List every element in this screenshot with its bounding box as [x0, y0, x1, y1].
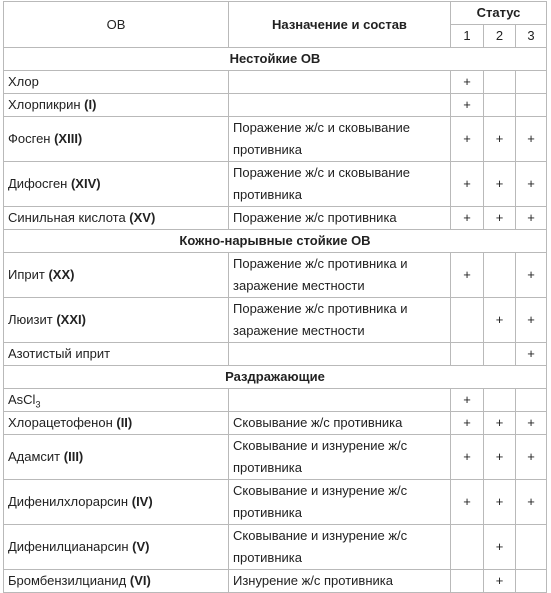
agent-name-cell: [4, 525, 229, 570]
header-status-1: 1: [451, 25, 484, 48]
agent-name-cell: [4, 412, 229, 435]
status-2-mark: [484, 343, 516, 366]
status-2-mark: +: [484, 207, 516, 230]
table-row: [4, 298, 547, 343]
status-1-mark: [451, 570, 484, 593]
status-2-mark: [484, 253, 516, 298]
header-purpose: Назначение и состав: [229, 2, 451, 48]
agent-code: (V): [132, 539, 150, 554]
purpose-cell: Сковывание и изнурение ж/с противника: [229, 480, 451, 525]
status-3-mark: +: [516, 207, 547, 230]
purpose-cell: [229, 94, 451, 117]
agent-code: (XXI): [56, 312, 86, 327]
status-1-mark: +: [451, 412, 484, 435]
status-3-mark: [516, 71, 547, 94]
agent-name-cell: [4, 343, 229, 366]
agent-name-cell: [4, 298, 229, 343]
section-title: Нестойкие ОВ: [4, 48, 547, 71]
section-title: Раздражающие: [4, 366, 547, 389]
agent-name: Дифосген: [8, 176, 71, 191]
table-row: [4, 253, 547, 298]
agent-name: Адамсит: [8, 449, 64, 464]
status-3-mark: [516, 570, 547, 593]
table-row: [4, 412, 547, 435]
purpose-cell: [229, 343, 451, 366]
agent-name-cell: [4, 162, 229, 207]
agent-code: (XIII): [54, 131, 83, 146]
agent-name: Хлорпикрин: [8, 97, 85, 112]
status-2-mark: [484, 389, 516, 412]
agent-name-cell: [4, 71, 229, 94]
agent-code: (VI): [129, 573, 151, 588]
section-row: [4, 366, 547, 389]
status-2-mark: +: [484, 162, 516, 207]
agent-name: Иприт: [8, 267, 49, 282]
agent-name: Люизит: [8, 312, 57, 327]
status-3-mark: +: [516, 343, 547, 366]
status-2-mark: +: [484, 298, 516, 343]
agent-name-cell: [4, 480, 229, 525]
table-row: [4, 435, 547, 480]
ov-table: [3, 1, 547, 593]
status-1-mark: [451, 343, 484, 366]
status-3-mark: +: [516, 435, 547, 480]
agent-code: (XX): [48, 267, 75, 282]
status-3-mark: [516, 94, 547, 117]
table-row: [4, 389, 547, 412]
status-2-mark: +: [484, 435, 516, 480]
agent-code: (III): [63, 449, 84, 464]
agent-name-cell: [4, 570, 229, 593]
status-1-mark: +: [451, 71, 484, 94]
table-row: [4, 343, 547, 366]
table-row: [4, 117, 547, 162]
agent-name: Синильная кислота: [8, 210, 130, 225]
status-1-mark: +: [451, 162, 484, 207]
table-row: [4, 71, 547, 94]
purpose-cell: Сковывание и изнурение ж/с противника: [229, 435, 451, 480]
table-row: [4, 480, 547, 525]
purpose-cell: Сковывание ж/с противника: [229, 412, 451, 435]
section-row: [4, 230, 547, 253]
status-2-mark: +: [484, 525, 516, 570]
agent-name-subscript: 3: [35, 399, 41, 410]
section-title: Кожно-нарывные стойкие ОВ: [4, 230, 547, 253]
status-2-mark: [484, 94, 516, 117]
agent-name-cell: [4, 389, 229, 412]
status-3-mark: +: [516, 253, 547, 298]
status-3-mark: +: [516, 480, 547, 525]
agent-name-cell: [4, 435, 229, 480]
status-2-mark: +: [484, 570, 516, 593]
table-row: [4, 94, 547, 117]
table-row: [4, 207, 547, 230]
status-1-mark: +: [451, 207, 484, 230]
agent-name: Дифенилцианарсин: [8, 539, 133, 554]
agent-name: Бромбензилцианид: [8, 573, 130, 588]
agent-code: (XIV): [70, 176, 101, 191]
agent-name: Фосген: [8, 131, 55, 146]
agent-code: (XV): [129, 210, 156, 225]
purpose-cell: Поражение ж/с противника: [229, 207, 451, 230]
status-1-mark: +: [451, 435, 484, 480]
purpose-cell: Поражение ж/с противника и заражение местности: [229, 298, 451, 343]
agent-name-cell: [4, 94, 229, 117]
table-row: [4, 162, 547, 207]
status-1-mark: +: [451, 117, 484, 162]
agent-code: (II): [116, 415, 133, 430]
status-1-mark: [451, 298, 484, 343]
agent-name-cell: [4, 117, 229, 162]
purpose-cell: Сковывание и изнурение ж/с противника: [229, 525, 451, 570]
agent-code: (IV): [131, 494, 153, 509]
section-row: [4, 48, 547, 71]
agent-name: AsCl: [8, 392, 36, 407]
status-2-mark: [484, 71, 516, 94]
status-3-mark: +: [516, 412, 547, 435]
agent-name: Хлорацетофенон: [8, 415, 117, 430]
status-3-mark: +: [516, 117, 547, 162]
status-1-mark: +: [451, 253, 484, 298]
agent-name: Азотистый иприт: [8, 346, 111, 361]
status-2-mark: +: [484, 412, 516, 435]
status-1-mark: +: [451, 480, 484, 525]
table-body: [4, 48, 547, 593]
agent-name-cell: [4, 253, 229, 298]
header-status-3: 3: [516, 25, 547, 48]
status-1-mark: +: [451, 389, 484, 412]
status-1-mark: [451, 525, 484, 570]
purpose-cell: Поражение ж/с и сковывание противника: [229, 162, 451, 207]
purpose-cell: Изнурение ж/с противника: [229, 570, 451, 593]
header-ov: ОВ: [4, 2, 229, 48]
header-status-2: 2: [484, 25, 516, 48]
status-1-mark: +: [451, 94, 484, 117]
status-3-mark: [516, 525, 547, 570]
table-row: [4, 570, 547, 593]
purpose-cell: Поражение ж/с противника и заражение местности: [229, 253, 451, 298]
table-row: [4, 525, 547, 570]
agent-code: (I): [84, 97, 97, 112]
purpose-cell: [229, 71, 451, 94]
purpose-cell: Поражение ж/с и сковывание противника: [229, 117, 451, 162]
agent-name: Хлор: [8, 74, 39, 89]
status-3-mark: +: [516, 162, 547, 207]
agent-name: Дифенилхлорарсин: [8, 494, 132, 509]
status-3-mark: [516, 389, 547, 412]
agent-name-cell: [4, 207, 229, 230]
purpose-cell: [229, 389, 451, 412]
status-2-mark: +: [484, 480, 516, 525]
header-status: Статус: [451, 2, 547, 25]
status-3-mark: +: [516, 298, 547, 343]
status-2-mark: +: [484, 117, 516, 162]
